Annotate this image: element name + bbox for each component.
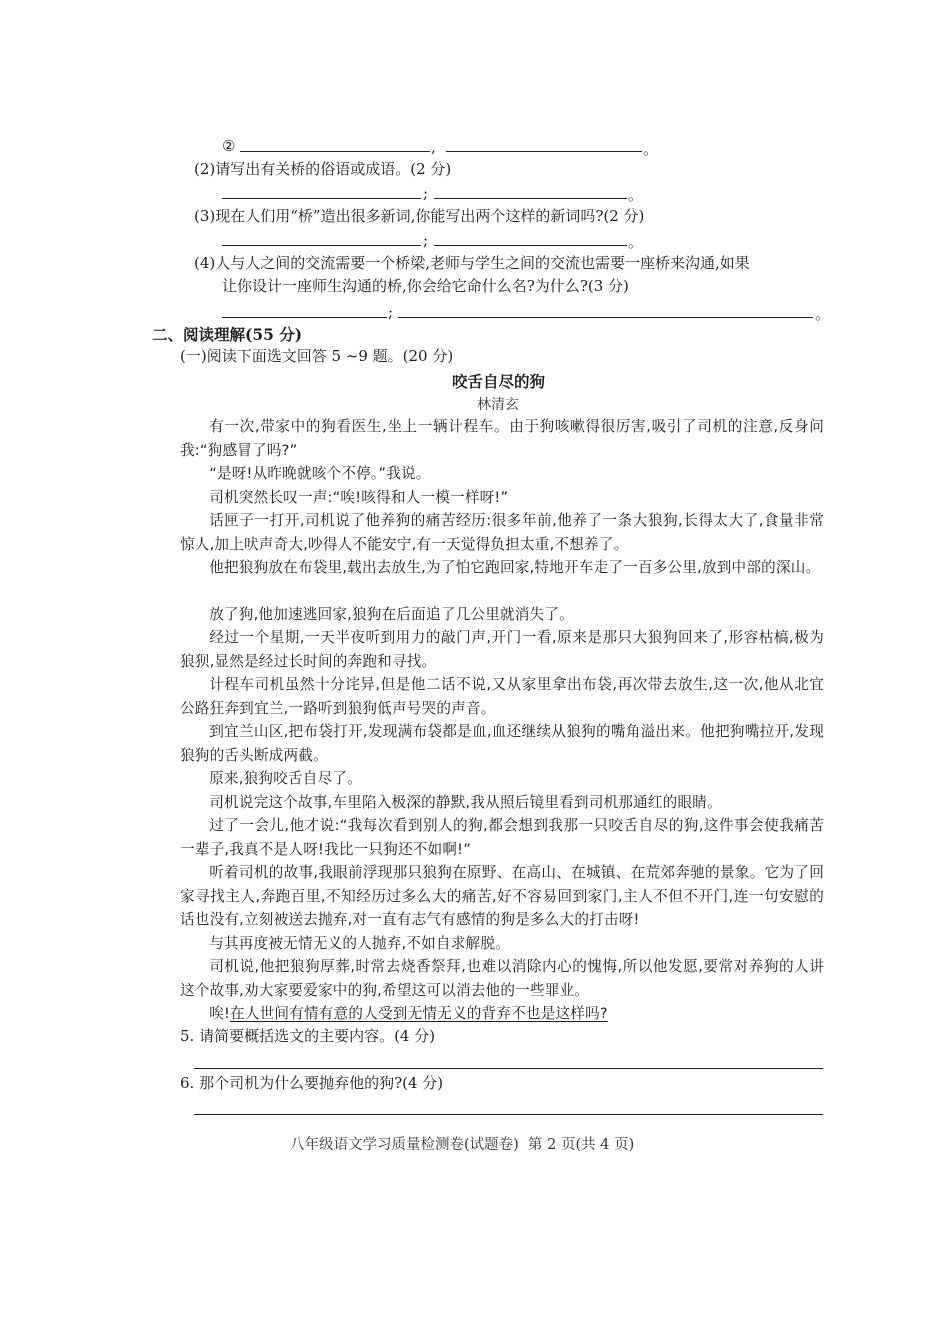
comma-mark: , [431, 138, 436, 156]
article-paragraph: 到宜兰山区,把布袋打开,发现满布袋都是血,血还继续从狼狗的嘴角溢出来。他把狗嘴拉开,发现狼狗的舌头断成两截。 [180, 723, 824, 764]
answer-blank[interactable] [222, 198, 421, 199]
article-author: 林清玄 [477, 397, 519, 413]
answer-blank[interactable] [434, 198, 627, 199]
answer-line[interactable] [194, 1114, 823, 1115]
article-paragraph: 司机说完这个故事,车里陷入极深的静默,我从照后镜里看到司机那通红的眼睛。 [209, 794, 722, 811]
semicolon-mark: ; [388, 303, 394, 321]
article-last-paragraph [180, 1002, 824, 1026]
article-paragraph: 经过一个星期,一天半夜听到用力的敲门声,开门一看,原来是那只大狼狗回来了,形容枯槁,极为狼狈,显然是经过长时间的奔跑和寻找。 [180, 629, 824, 670]
section-2-heading: 二、阅读理解(55 分) [152, 325, 303, 344]
answer-line[interactable] [194, 1068, 823, 1069]
article-paragraph: 他把狼狗放在布袋里,载出去放生,为了怕它跑回家,特地开车走了一百多公里,放到中部的深山。 [209, 559, 821, 576]
question-4-line-1: (4)人与人之间的交流需要一个桥梁,老师与学生之间的交流也需要一座桥来沟通,如果 [194, 254, 750, 272]
question-6: 6. 那个司机为什么要抛弃他的狗?(4 分) [180, 1074, 444, 1092]
answer-blank[interactable] [446, 151, 642, 152]
answer-blank[interactable] [222, 317, 387, 318]
article-paragraph: 过了一会儿,他才说:“我每次看到别人的狗,都会想到我那一只咬舌自尽的狗,这件事会使我痛苦一辈子,我真不是人呀!我比一只狗还不如啊!” [180, 817, 824, 858]
underlined-sentence: 在人世间有情有意的人受到无情无义的背弃不也是这样吗? [230, 1005, 608, 1022]
article-title: 咬舌自尽的狗 [452, 372, 546, 391]
article-paragraph: 话匣子一打开,司机说了他养狗的痛苦经历:很多年前,他养了一条大狼狗,长得太大了,食量非常惊人,加上吠声奇大,吵得人不能安宁,有一天觉得负担太重,不想养了。 [180, 512, 824, 553]
answer-blank[interactable] [240, 151, 430, 152]
period-mark: 。 [628, 186, 644, 204]
answer-blank[interactable] [398, 317, 813, 318]
article-paragraph: 司机说,他把狼狗厚葬,时常去烧香祭拜,也难以消除内心的愧悔,所以他发愿,要常对养狗的人讲这个故事,劝大家要爱家中的狗,希望这可以消去他的一些罪业。 [180, 958, 824, 999]
semicolon-mark: ; [423, 231, 429, 249]
question-4-line-2: 让你设计一座师生沟通的桥,你会给它命什么名?为什么?(3 分) [222, 277, 629, 295]
article-paragraph: 听着司机的故事,我眼前浮现那只狼狗在原野、在高山、在城镇、在荒郊奔驰的景象。它为了回家寻找主人,奔跑百里,不知经历过多么大的痛苦,好不容易回到家门,主人不但不开门,连一句安慰的话也没有,立刻被送去抛弃,对一直有志气有感情的狗是多么大的打击呀! [180, 864, 824, 929]
question-5: 5. 请简要概括选文的主要内容。(4 分) [180, 1027, 436, 1045]
answer-blank[interactable] [434, 245, 627, 246]
last-paragraph-prefix: 唉! [209, 1005, 231, 1022]
article-paragraph: 与其再度被无情无义的人抛弃,不如自求解脱。 [209, 935, 510, 952]
period-mark: 。 [643, 140, 659, 158]
article-paragraph: 计程车司机虽然十分诧异,但是他二话不说,又从家里拿出布袋,再次带去放生,这一次,他从北宜公路狂奔到宜兰,一路听到狼狗低声号哭的声音。 [180, 676, 824, 717]
answer-blank[interactable] [222, 245, 421, 246]
article-paragraph: 原来,狼狗咬舌自尽了。 [209, 770, 362, 787]
article-paragraph: “是呀!从昨晚就咳个不停。”我说。 [209, 465, 431, 482]
period-mark: 。 [815, 305, 831, 323]
question-3: (3)现在人们用“桥”造出很多新词,你能写出两个这样的新词吗?(2 分) [194, 207, 645, 225]
circle-number-2: ② [222, 137, 236, 155]
article-paragraph: 有一次,带家中的狗看医生,坐上一辆计程车。由于狗咳嗽得很厉害,吸引了司机的注意,反身问我:“狗感冒了吗?” [180, 418, 824, 459]
semicolon-mark: ; [423, 184, 429, 202]
page-footer: 八年级语文学习质量检测卷(试题卷) 第 2 页(共 4 页) [290, 1137, 635, 1153]
period-mark: 。 [628, 233, 644, 251]
article-paragraph: 放了狗,他加速逃回家,狼狗在后面追了几公里就消失了。 [209, 606, 574, 623]
section-2-instruction: (一)阅读下面选文回答 5 ~9 题。(20 分) [180, 347, 454, 365]
question-2: (2)请写出有关桥的俗语或成语。(2 分) [194, 160, 452, 178]
article-paragraph: 司机突然长叹一声:“唉!咳得和人一模一样呀!” [209, 489, 509, 506]
